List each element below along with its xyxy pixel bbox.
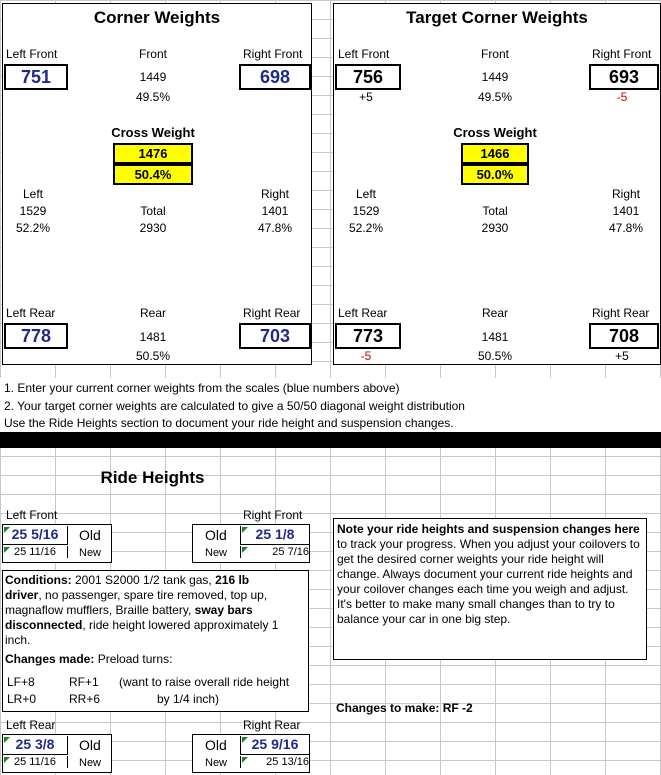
- ride-rf-old-value[interactable]: 25 1/8: [240, 526, 309, 545]
- left-pct: 52.2%: [15, 221, 51, 235]
- ride-rf-label: Right Front: [243, 508, 303, 522]
- cross-weight-pct: 50.4%: [113, 164, 193, 185]
- target-rf-diff: -5: [616, 90, 628, 104]
- ride-lf-old-label: Old: [79, 527, 101, 543]
- rear-label: Rear: [139, 306, 166, 320]
- target-weights-panel: [333, 3, 661, 365]
- right-pct: 47.8%: [257, 221, 293, 235]
- target-cross-weight-label: Cross Weight: [453, 125, 537, 140]
- target-lf-diff: +5: [359, 90, 373, 104]
- conditions-driver: driver: [5, 588, 39, 602]
- target-rr-weight: 708: [589, 323, 659, 349]
- ride-rr-new-label: New: [205, 757, 228, 769]
- changes-made-text: Preload turns:: [94, 652, 173, 666]
- lr-turns: LR+0: [7, 692, 37, 706]
- ride-lf-label: Left Front: [6, 508, 58, 522]
- conditions-text: [5, 573, 305, 667]
- lf-weight-input[interactable]: 751: [4, 64, 68, 90]
- conditions-part-3: magnaflow mufflers, Braille battery,: [5, 603, 195, 617]
- target-lr-diff: -5: [360, 349, 372, 363]
- note-body: to track your progress. When you adjust your coilovers to get the desired corner weights your ride height will change. Always document your current ride heights and your coilover changes each time you weigh and adjust. It's better to make many small changes than to try to balance your car in one big step.: [337, 537, 640, 626]
- total-value: 2930: [139, 221, 167, 235]
- conditions-sway-bars: sway bars: [194, 603, 253, 617]
- turns-note-1: (want to raise overall ride height: [119, 675, 290, 689]
- ride-rf-new-label: New: [205, 547, 228, 559]
- lf-turns: LF+8: [7, 675, 35, 689]
- target-left-pct: 52.2%: [348, 221, 384, 235]
- ride-rr-old-label: Old: [205, 737, 227, 753]
- ride-lf-box: [2, 524, 112, 563]
- target-rf-label: Right Front: [592, 47, 652, 61]
- conditions-box: [2, 570, 309, 712]
- instruction-line-1: 1. Enter your current corner weights from the scales (blue numbers above): [4, 381, 400, 395]
- conditions-part-5: inch.: [5, 633, 31, 647]
- conditions-disconnected: disconnected: [5, 618, 83, 632]
- target-lf-label: Left Front: [338, 47, 390, 61]
- ride-lr-old-value[interactable]: 25 3/8: [3, 736, 68, 755]
- ride-rr-old-value[interactable]: 25 9/16: [240, 736, 309, 755]
- target-right-pct: 47.8%: [608, 221, 644, 235]
- ride-rf-box: [192, 524, 310, 563]
- corner-weights-title: Corner Weights: [93, 8, 221, 27]
- conditions-driver-weight: 216 lb: [215, 573, 250, 587]
- ride-lr-box: [2, 734, 112, 773]
- note-text: [337, 522, 642, 627]
- conditions-label: Conditions:: [5, 573, 72, 587]
- target-weights-title: Target Corner Weights: [406, 8, 588, 27]
- rf-label: Right Front: [243, 47, 303, 61]
- rf-turns: RF+1: [69, 675, 99, 689]
- target-rr-diff: +5: [615, 349, 629, 363]
- total-label: Total: [140, 204, 166, 218]
- right-total: 1401: [261, 204, 289, 218]
- changes-made-label: Changes made:: [5, 652, 95, 666]
- note-bold: Note your ride heights and suspension changes here: [337, 522, 640, 536]
- target-rear-pct: 50.5%: [477, 349, 513, 363]
- target-cross-weight-pct: 50.0%: [461, 164, 529, 185]
- conditions-part-4: , ride height lowered approximately 1: [82, 618, 279, 632]
- rear-pct: 50.5%: [135, 349, 171, 363]
- instruction-line-3: Use the Ride Heights section to document your ride height and suspension changes.: [4, 416, 454, 430]
- front-label: Front: [138, 47, 167, 61]
- lf-label: Left Front: [6, 47, 58, 61]
- ride-heights-title: Ride Heights: [100, 468, 205, 487]
- rr-turns: RR+6: [69, 692, 101, 706]
- conditions-part-1: 2001 S2000 1/2 tank gas,: [71, 573, 216, 587]
- cross-weight-value: 1476: [113, 143, 193, 164]
- target-lr-weight: 773: [335, 323, 401, 349]
- target-rear-label: Rear: [481, 306, 508, 320]
- target-cross-weight-value: 1466: [461, 143, 529, 164]
- changes-to-make: Changes to make: RF -2: [336, 701, 473, 715]
- instructions-area: [0, 378, 661, 432]
- ride-rf-old-label: Old: [205, 527, 227, 543]
- ride-lf-new-value[interactable]: 25 11/16: [3, 546, 68, 558]
- rr-weight-input[interactable]: 703: [239, 323, 311, 349]
- target-left-total: 1529: [352, 204, 380, 218]
- right-label: Right: [260, 187, 289, 201]
- rear-total: 1481: [139, 330, 167, 344]
- left-total: 1529: [19, 204, 47, 218]
- ride-lf-old-value[interactable]: 25 5/16: [3, 526, 68, 545]
- target-front-total: 1449: [481, 70, 509, 84]
- lr-weight-input[interactable]: 778: [4, 323, 68, 349]
- target-right-label: Right: [611, 187, 640, 201]
- ride-lr-old-label: Old: [79, 737, 101, 753]
- target-front-label: Front: [480, 47, 509, 61]
- left-label: Left: [22, 187, 43, 201]
- target-rear-total: 1481: [481, 330, 509, 344]
- rr-label: Right Rear: [243, 306, 301, 320]
- lr-label: Left Rear: [6, 306, 56, 320]
- target-left-label: Left: [355, 187, 376, 201]
- target-right-total: 1401: [612, 204, 640, 218]
- ride-rr-box: [192, 734, 310, 773]
- ride-rr-label: Right Rear: [243, 718, 301, 732]
- conditions-part-2: , no passenger, spare tire removed, top up,: [38, 588, 268, 602]
- target-front-pct: 49.5%: [477, 90, 513, 104]
- corner-weights-panel: [2, 3, 312, 365]
- ride-rf-new-value[interactable]: 25 7/16: [240, 546, 309, 558]
- note-box: [333, 518, 647, 660]
- target-lf-weight: 756: [335, 64, 401, 90]
- turns-note-2: by 1/4 inch): [157, 692, 220, 706]
- section-divider: [0, 432, 661, 448]
- target-rf-weight: 693: [589, 64, 659, 90]
- ride-lr-label: Left Rear: [6, 718, 56, 732]
- instruction-line-2: 2. Your target corner weights are calculated to give a 50/50 diagonal weight distribution: [4, 399, 465, 413]
- ride-lr-new-label: New: [79, 757, 102, 769]
- target-total-value: 2930: [481, 221, 509, 235]
- ride-lf-new-label: New: [79, 547, 102, 559]
- ride-rr-new-value[interactable]: 25 13/16: [240, 756, 309, 768]
- target-rr-label: Right Rear: [592, 306, 650, 320]
- target-total-label: Total: [482, 204, 508, 218]
- ride-lr-new-value[interactable]: 25 11/16: [3, 756, 68, 768]
- front-total: 1449: [139, 70, 167, 84]
- cross-weight-label: Cross Weight: [111, 125, 195, 140]
- front-pct: 49.5%: [135, 90, 171, 104]
- rf-weight-input[interactable]: 698: [239, 64, 311, 90]
- target-lr-label: Left Rear: [338, 306, 388, 320]
